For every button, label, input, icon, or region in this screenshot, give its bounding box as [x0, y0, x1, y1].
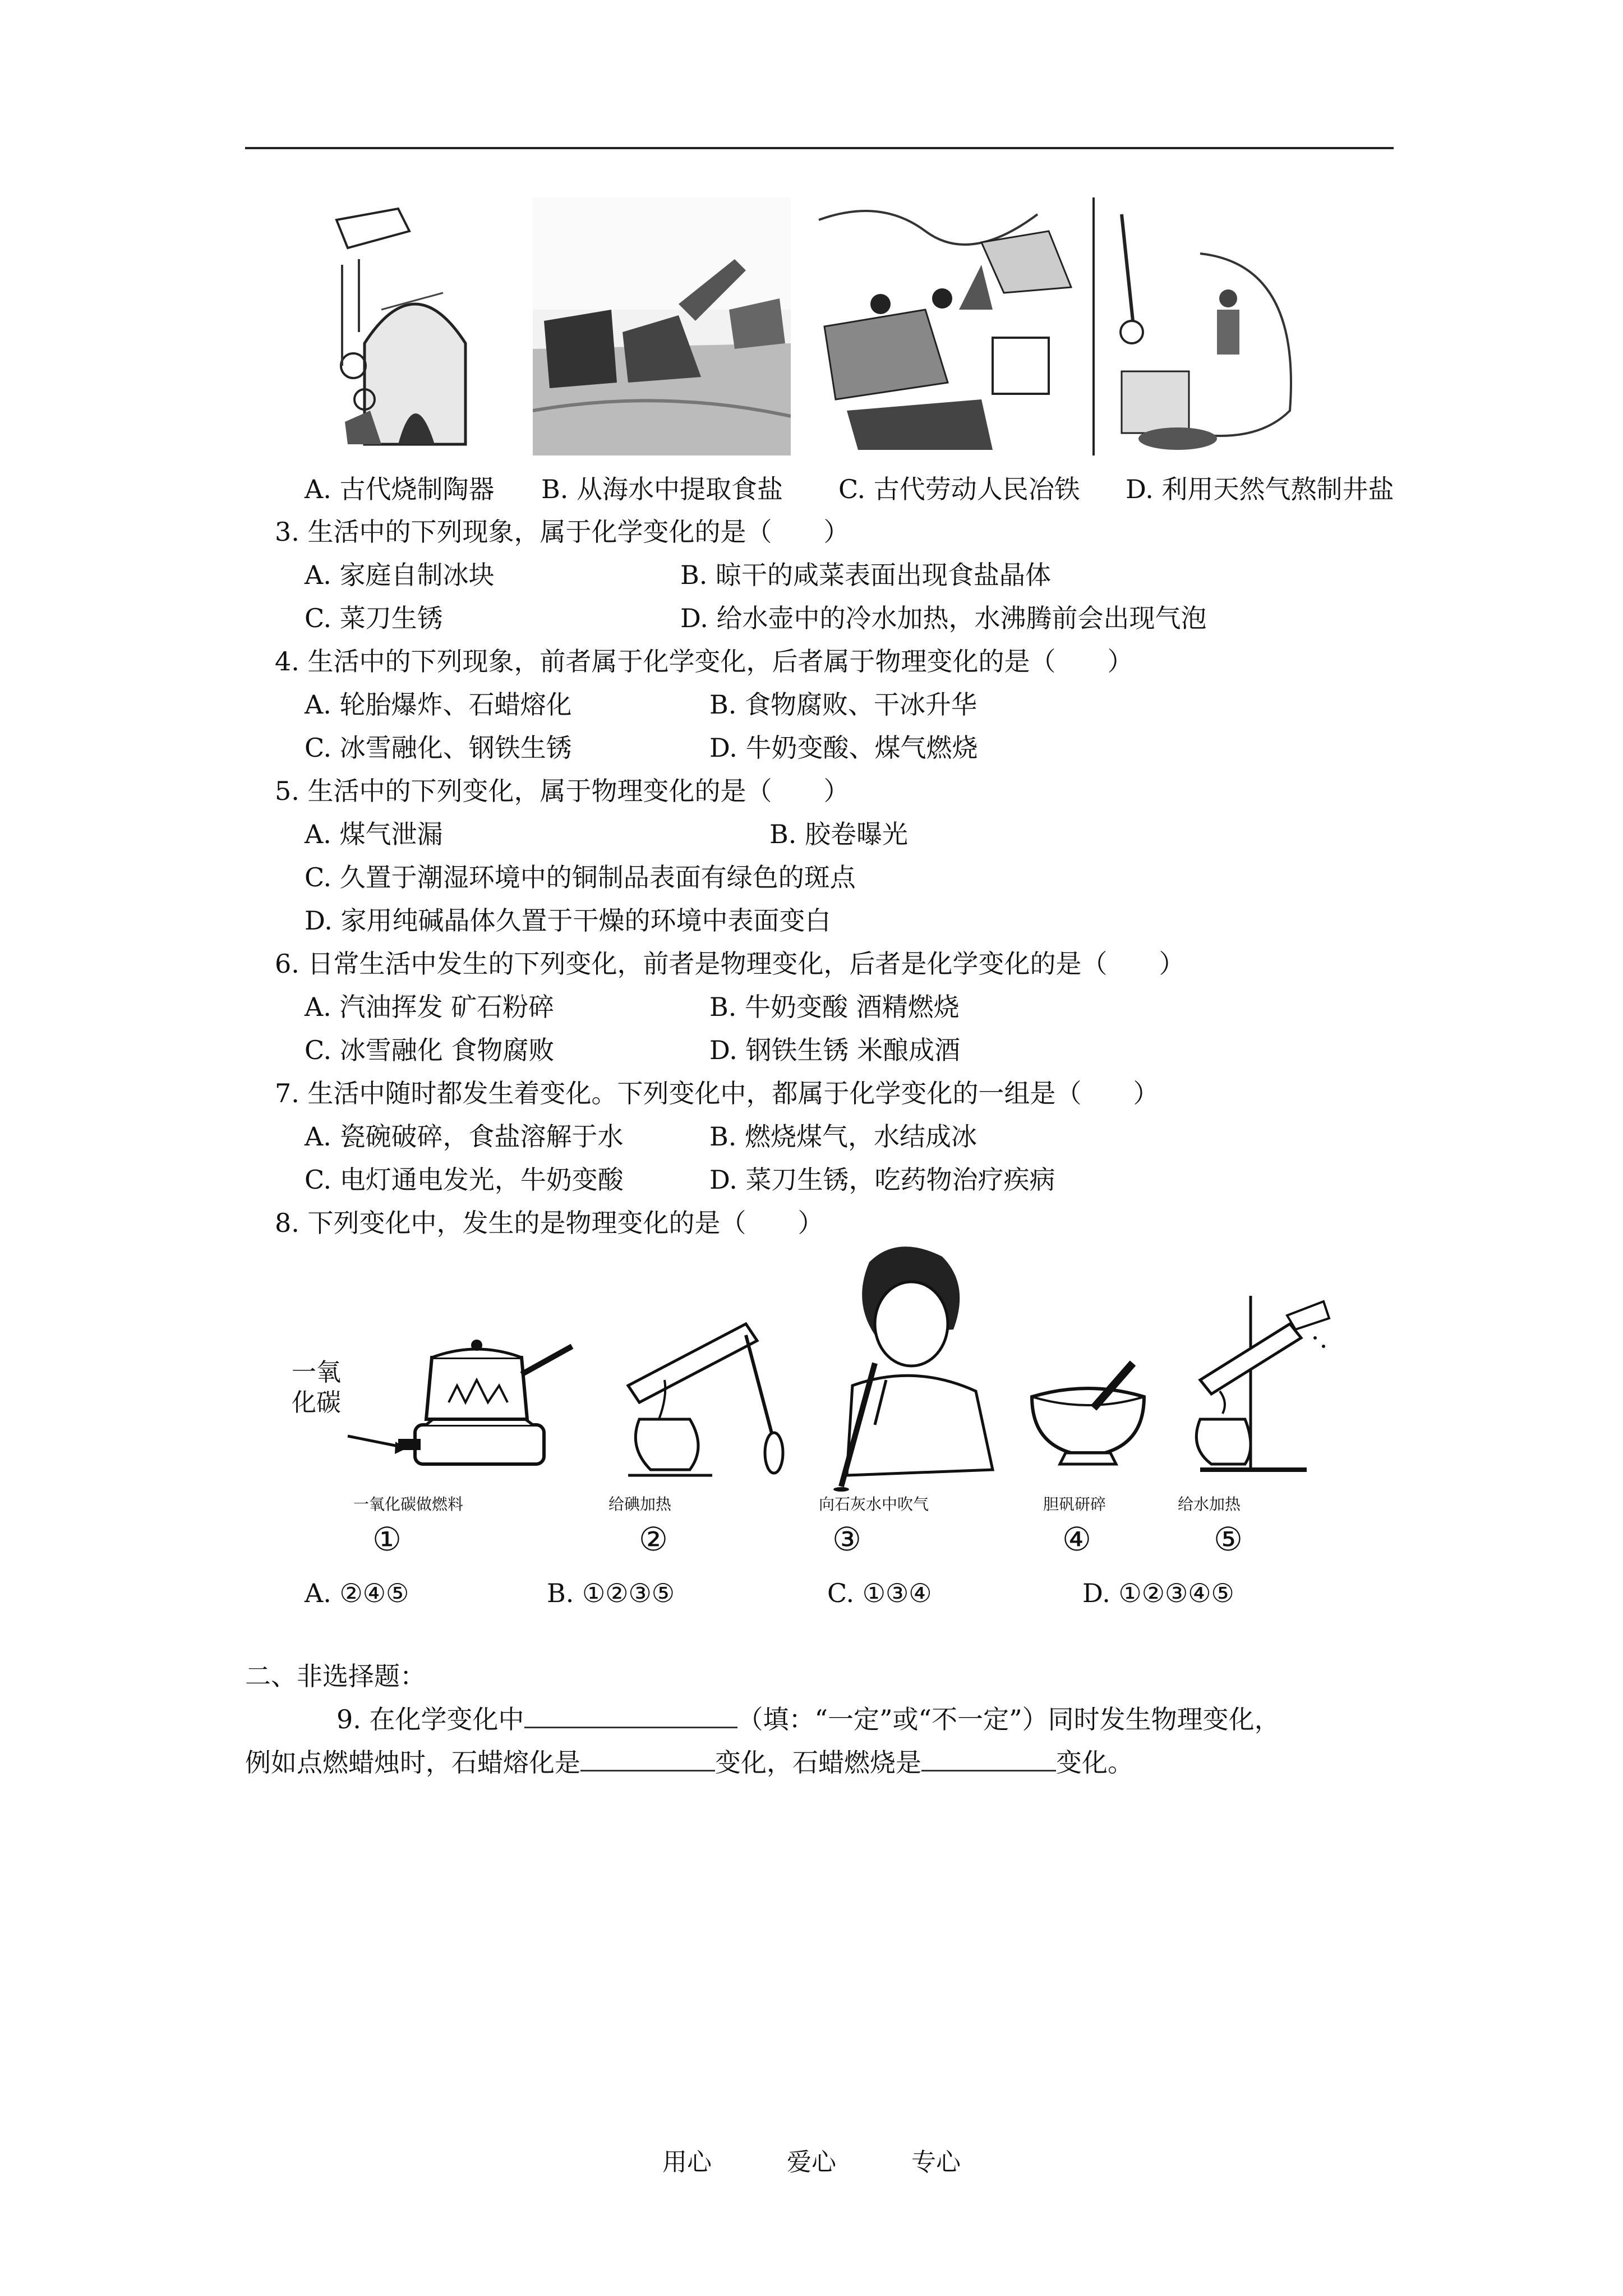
water-heating-figure	[1166, 1285, 1346, 1475]
q7-option-c: C. 电灯通电发光，牛奶变酸	[305, 1165, 624, 1195]
figure-number-1: ①	[372, 1520, 402, 1558]
q8-option-b: B. ①②③⑤	[547, 1578, 675, 1608]
figure-number-4: ④	[1062, 1520, 1091, 1558]
q7-option-d: D. 菜刀生锈，吃药物治疗疾病	[709, 1165, 1055, 1195]
footer-word-1: 用心	[662, 2148, 712, 2177]
q5-stem: 5. 生活中的下列变化，属于物理变化的是（ ）	[275, 776, 850, 806]
caption-1: 一氧化碳做燃料	[353, 1495, 464, 1513]
q5-option-b: B. 胶卷曝光	[769, 819, 909, 849]
q5-option-c: C. 久置于潮湿环境中的铜制品表面有绿色的斑点	[305, 862, 856, 892]
q4-option-b: B. 食物腐败、干冰升华	[709, 689, 978, 720]
q7-option-b: B. 燃烧煤气，水结成冰	[709, 1121, 978, 1152]
caption-3: 向石灰水中吹气	[819, 1495, 929, 1513]
q2-option-c: C. 古代劳动人民冶铁	[838, 474, 1080, 504]
header-rule	[245, 147, 1394, 149]
q3-stem: 3. 生活中的下列现象，属于化学变化的是（ ）	[275, 517, 850, 547]
q4-option-a: A. 轮胎爆炸、石蜡熔化	[305, 689, 572, 720]
q6-option-b: B. 牛奶变酸 酒精燃烧	[709, 992, 960, 1022]
figure-number-2: ②	[639, 1520, 668, 1558]
q6-option-c: C. 冰雪融化 食物腐败	[305, 1035, 555, 1065]
q2-option-b: B. 从海水中提取食盐	[541, 474, 783, 504]
iron-smelting-image	[813, 197, 1082, 455]
page-footer	[0, 2142, 1623, 2178]
footer-word-3: 专心	[911, 2148, 961, 2177]
footer-word-2: 爱心	[787, 2148, 836, 2177]
q8-stem: 8. 下列变化中，发生的是物理变化的是（ ）	[275, 1208, 824, 1238]
well-salt-image	[1088, 197, 1312, 455]
q2-option-a: A. 古代烧制陶器	[305, 474, 495, 504]
q6-stem: 6. 日常生活中发生的下列变化，前者是物理变化，后者是化学变化的是（ ）	[275, 949, 1185, 979]
q5-option-d: D. 家用纯碱晶体久置于干燥的环境中表面变白	[305, 905, 831, 936]
co-label: 一氧化碳	[292, 1358, 341, 1417]
q3-option-d: D. 给水壶中的冷水加热，水沸腾前会出现气泡	[680, 603, 1207, 633]
co-fuel-figure	[336, 1324, 583, 1492]
q9-line1	[336, 1703, 1280, 1736]
caption-5: 给水加热	[1178, 1495, 1241, 1513]
section2-heading: 二、非选择题：	[245, 1661, 426, 1691]
q9-line2	[245, 1746, 1133, 1779]
mortar-grinding-figure	[1026, 1358, 1150, 1470]
q8-option-d: D. ①②③④⑤	[1082, 1578, 1234, 1608]
iodine-heating-figure	[606, 1313, 785, 1487]
q9-part4: 变化，石蜡燃烧是	[715, 1747, 921, 1778]
figure-number-3: ③	[832, 1520, 861, 1558]
q9-part3: 例如点燃蜡烛时，石蜡熔化是	[245, 1747, 580, 1778]
sea-salt-image	[533, 197, 791, 455]
q8-option-a: A. ②④⑤	[305, 1578, 409, 1608]
q9-blank-3[interactable]	[921, 1747, 1056, 1772]
caption-4: 胆矾研碎	[1043, 1495, 1106, 1513]
q3-option-b: B. 晾干的咸菜表面出现食盐晶体	[680, 560, 1052, 590]
q6-option-a: A. 汽油挥发 矿石粉碎	[305, 992, 555, 1022]
q4-option-d: D. 牛奶变酸、煤气燃烧	[709, 733, 978, 763]
q7-option-a: A. 瓷碗破碎，食盐溶解于水	[305, 1121, 624, 1152]
q9-part1: 9. 在化学变化中	[336, 1704, 524, 1734]
breath-limewater-figure	[808, 1234, 1004, 1492]
q9-blank-1[interactable]	[524, 1704, 737, 1728]
q9-part5: 变化。	[1056, 1747, 1133, 1778]
q6-option-d: D. 钢铁生锈 米酿成酒	[709, 1035, 961, 1065]
q4-option-c: C. 冰雪融化、钢铁生锈	[305, 733, 572, 763]
q2-option-d: D. 利用天然气熬制井盐	[1126, 474, 1394, 504]
q7-stem: 7. 生活中随时都发生着变化。下列变化中，都属于化学变化的一组是（ ）	[275, 1078, 1159, 1108]
caption-2: 给碘加热	[608, 1495, 672, 1513]
figure-number-5: ⑤	[1214, 1520, 1243, 1558]
q3-option-a: A. 家庭自制冰块	[305, 560, 495, 590]
pottery-kiln-image	[331, 197, 482, 455]
q3-option-c: C. 菜刀生锈	[305, 603, 443, 633]
q4-stem: 4. 生活中的下列现象，前者属于化学变化，后者属于物理变化的是（ ）	[275, 646, 1133, 677]
q8-option-c: C. ①③④	[827, 1578, 932, 1608]
q9-part2: （填：“一定”或“不一定”）同时发生物理变化，	[737, 1704, 1280, 1734]
q5-option-a: A. 煤气泄漏	[305, 819, 443, 849]
q9-blank-2[interactable]	[580, 1747, 715, 1772]
